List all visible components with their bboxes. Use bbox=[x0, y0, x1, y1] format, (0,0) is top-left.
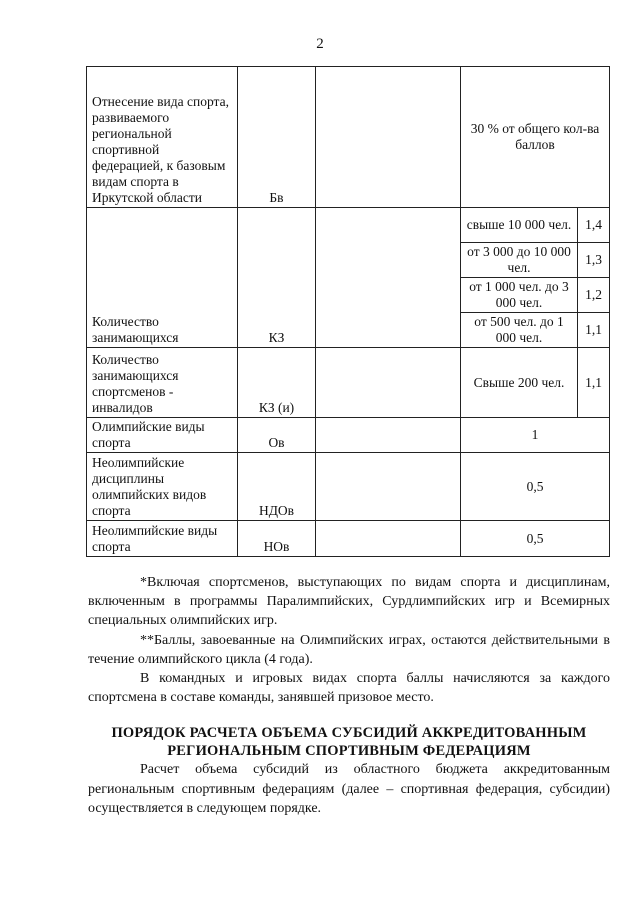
criterion-name: Отнесение вида спорта, развиваемого региональной спортивной федерацией, к базовым видам спорта в Иркутской области bbox=[87, 67, 238, 208]
notes-section bbox=[88, 573, 610, 818]
table-row bbox=[87, 348, 610, 418]
count-range: Свыше 200 чел. bbox=[461, 348, 578, 418]
table-row bbox=[87, 418, 610, 453]
criterion-points: 30 % от общего кол-ва баллов bbox=[461, 67, 610, 208]
empty-cell bbox=[316, 67, 461, 208]
criterion-code: КЗ (и) bbox=[238, 348, 316, 418]
criterion-code: Бв bbox=[238, 67, 316, 208]
section-title: ПОРЯДОК РАСЧЕТА ОБЪЕМА СУБСИДИЙ АККРЕДИТОВАННЫМ РЕГИОНАЛЬНЫМ СПОРТИВНЫМ ФЕДЕРАЦИЯМ bbox=[111, 725, 587, 759]
coefficient: 1,1 bbox=[578, 313, 610, 348]
empty-cell bbox=[316, 208, 461, 348]
criterion-code: КЗ bbox=[238, 208, 316, 348]
criterion-name: Неолимпийские виды спорта bbox=[87, 521, 238, 557]
criterion-name: Олимпийские виды спорта bbox=[87, 418, 238, 453]
count-range: от 3 000 до 10 000 чел. bbox=[461, 243, 578, 278]
criterion-code: НДОв bbox=[238, 453, 316, 521]
empty-cell bbox=[316, 418, 461, 453]
section-text: Расчет объема субсидий из областного бюджета аккредитованным региональным спортивным федерациям (далее – спортивная федерация, субсидии) осуществляется в следующем порядке. bbox=[88, 762, 610, 816]
empty-cell bbox=[316, 521, 461, 557]
count-range: от 1 000 чел. до 3 000 чел. bbox=[461, 278, 578, 313]
note-paragraph: В командных и игровых видах спорта баллы начисляются за каждого спортсмена в составе команды, занявшей призовое место. bbox=[88, 671, 610, 706]
criterion-code: Ов bbox=[238, 418, 316, 453]
note-paragraph: *Включая спортсменов, выступающих по видам спорта и дисциплинам, включенным в программы Паралимпийских, Сурдлимпийских игр и Всемирных специальных олимпийских игр. bbox=[88, 575, 610, 629]
table-row bbox=[87, 67, 610, 208]
coefficient: 1,4 bbox=[578, 208, 610, 243]
table-row bbox=[87, 521, 610, 557]
criterion-points: 1 bbox=[461, 418, 610, 453]
coefficient: 1,2 bbox=[578, 278, 610, 313]
criterion-name: Количество занимающихся bbox=[87, 208, 238, 348]
coefficient: 1,1 bbox=[578, 348, 610, 418]
criterion-code: НОв bbox=[238, 521, 316, 557]
page-number: 2 bbox=[316, 36, 324, 52]
count-range: от 500 чел. до 1 000 чел. bbox=[461, 313, 578, 348]
table-row bbox=[87, 208, 610, 243]
note-paragraph: **Баллы, завоеванные на Олимпийских играх, остаются действительными в течение олимпийского цикла (4 года). bbox=[88, 632, 610, 667]
criterion-points: 0,5 bbox=[461, 453, 610, 521]
count-range: свыше 10 000 чел. bbox=[461, 208, 578, 243]
criteria-table bbox=[86, 66, 610, 557]
empty-cell bbox=[316, 348, 461, 418]
coefficient: 1,3 bbox=[578, 243, 610, 278]
table-row bbox=[87, 453, 610, 521]
criterion-name: Количество занимающихся спортсменов - инвалидов bbox=[87, 348, 238, 418]
criterion-name: Неолимпийские дисциплины олимпийских видов спорта bbox=[87, 453, 238, 521]
criterion-points: 0,5 bbox=[461, 521, 610, 557]
empty-cell bbox=[316, 453, 461, 521]
